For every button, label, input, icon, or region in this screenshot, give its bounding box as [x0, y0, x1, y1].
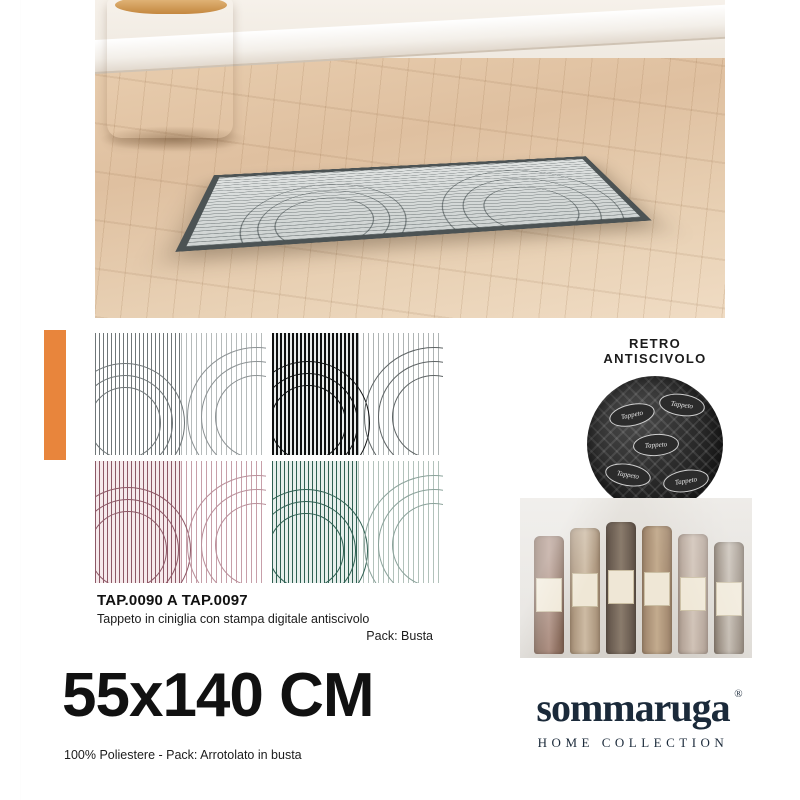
roll: [570, 528, 600, 654]
brand-name: sommaruga: [536, 685, 730, 730]
swatch-arc-pattern: [95, 333, 266, 455]
backing-tag: Tappeto: [662, 467, 711, 496]
hang-tag: [644, 572, 670, 606]
backing-detail-circle: [587, 376, 723, 512]
hang-tag: [716, 582, 742, 616]
hero-room-photo: [95, 0, 725, 318]
swatch-pink: [95, 461, 266, 583]
product-size: 55x140 CM: [62, 661, 374, 730]
wicker-basket: [107, 0, 233, 138]
brand-logo: [508, 684, 758, 751]
accent-tab: [44, 330, 66, 460]
roll: [714, 542, 744, 654]
roll: [606, 522, 636, 654]
basket-rim: [115, 0, 227, 14]
registered-mark: ®: [734, 688, 742, 700]
left-margin-rule: [20, 0, 21, 800]
hang-tag: [608, 570, 634, 604]
backing-tag: Tappeto: [603, 460, 652, 490]
product-description: Tappeto in ciniglia con stampa digitale antiscivolo: [97, 612, 370, 626]
swatch-arc-pattern: [95, 461, 266, 583]
composition-note: 100% Poliestere - Pack: Arrotolato in busta: [64, 748, 302, 762]
swatch-green: [272, 461, 443, 583]
hang-tag: [572, 573, 598, 607]
product-code-range: TAP.0090 A TAP.0097: [97, 592, 248, 609]
roll: [678, 534, 708, 654]
product-pack: Pack: Busta: [366, 629, 433, 643]
colour-swatch-grid: [95, 333, 443, 583]
roll: [534, 536, 564, 654]
swatch-grey: [95, 333, 266, 455]
roll: [642, 526, 672, 654]
backing-tag: Tappeto: [658, 391, 707, 419]
swatch-arc-pattern: [272, 333, 443, 455]
brand-name-wrap: [536, 684, 742, 731]
backing-title-line2: ANTISCIVOLO: [603, 351, 707, 366]
hang-tag: [680, 577, 706, 611]
hang-tag: [536, 578, 562, 612]
backing-tag: Tappeto: [632, 432, 679, 457]
packaged-rolls-photo: [520, 498, 752, 658]
backing-title: [560, 336, 750, 366]
backing-title-line1: RETRO: [629, 336, 681, 351]
backing-tag: Tappeto: [607, 399, 657, 430]
brand-subtitle: HOME COLLECTION: [537, 735, 729, 750]
swatch-black: [272, 333, 443, 455]
swatch-arc-pattern: [272, 461, 443, 583]
